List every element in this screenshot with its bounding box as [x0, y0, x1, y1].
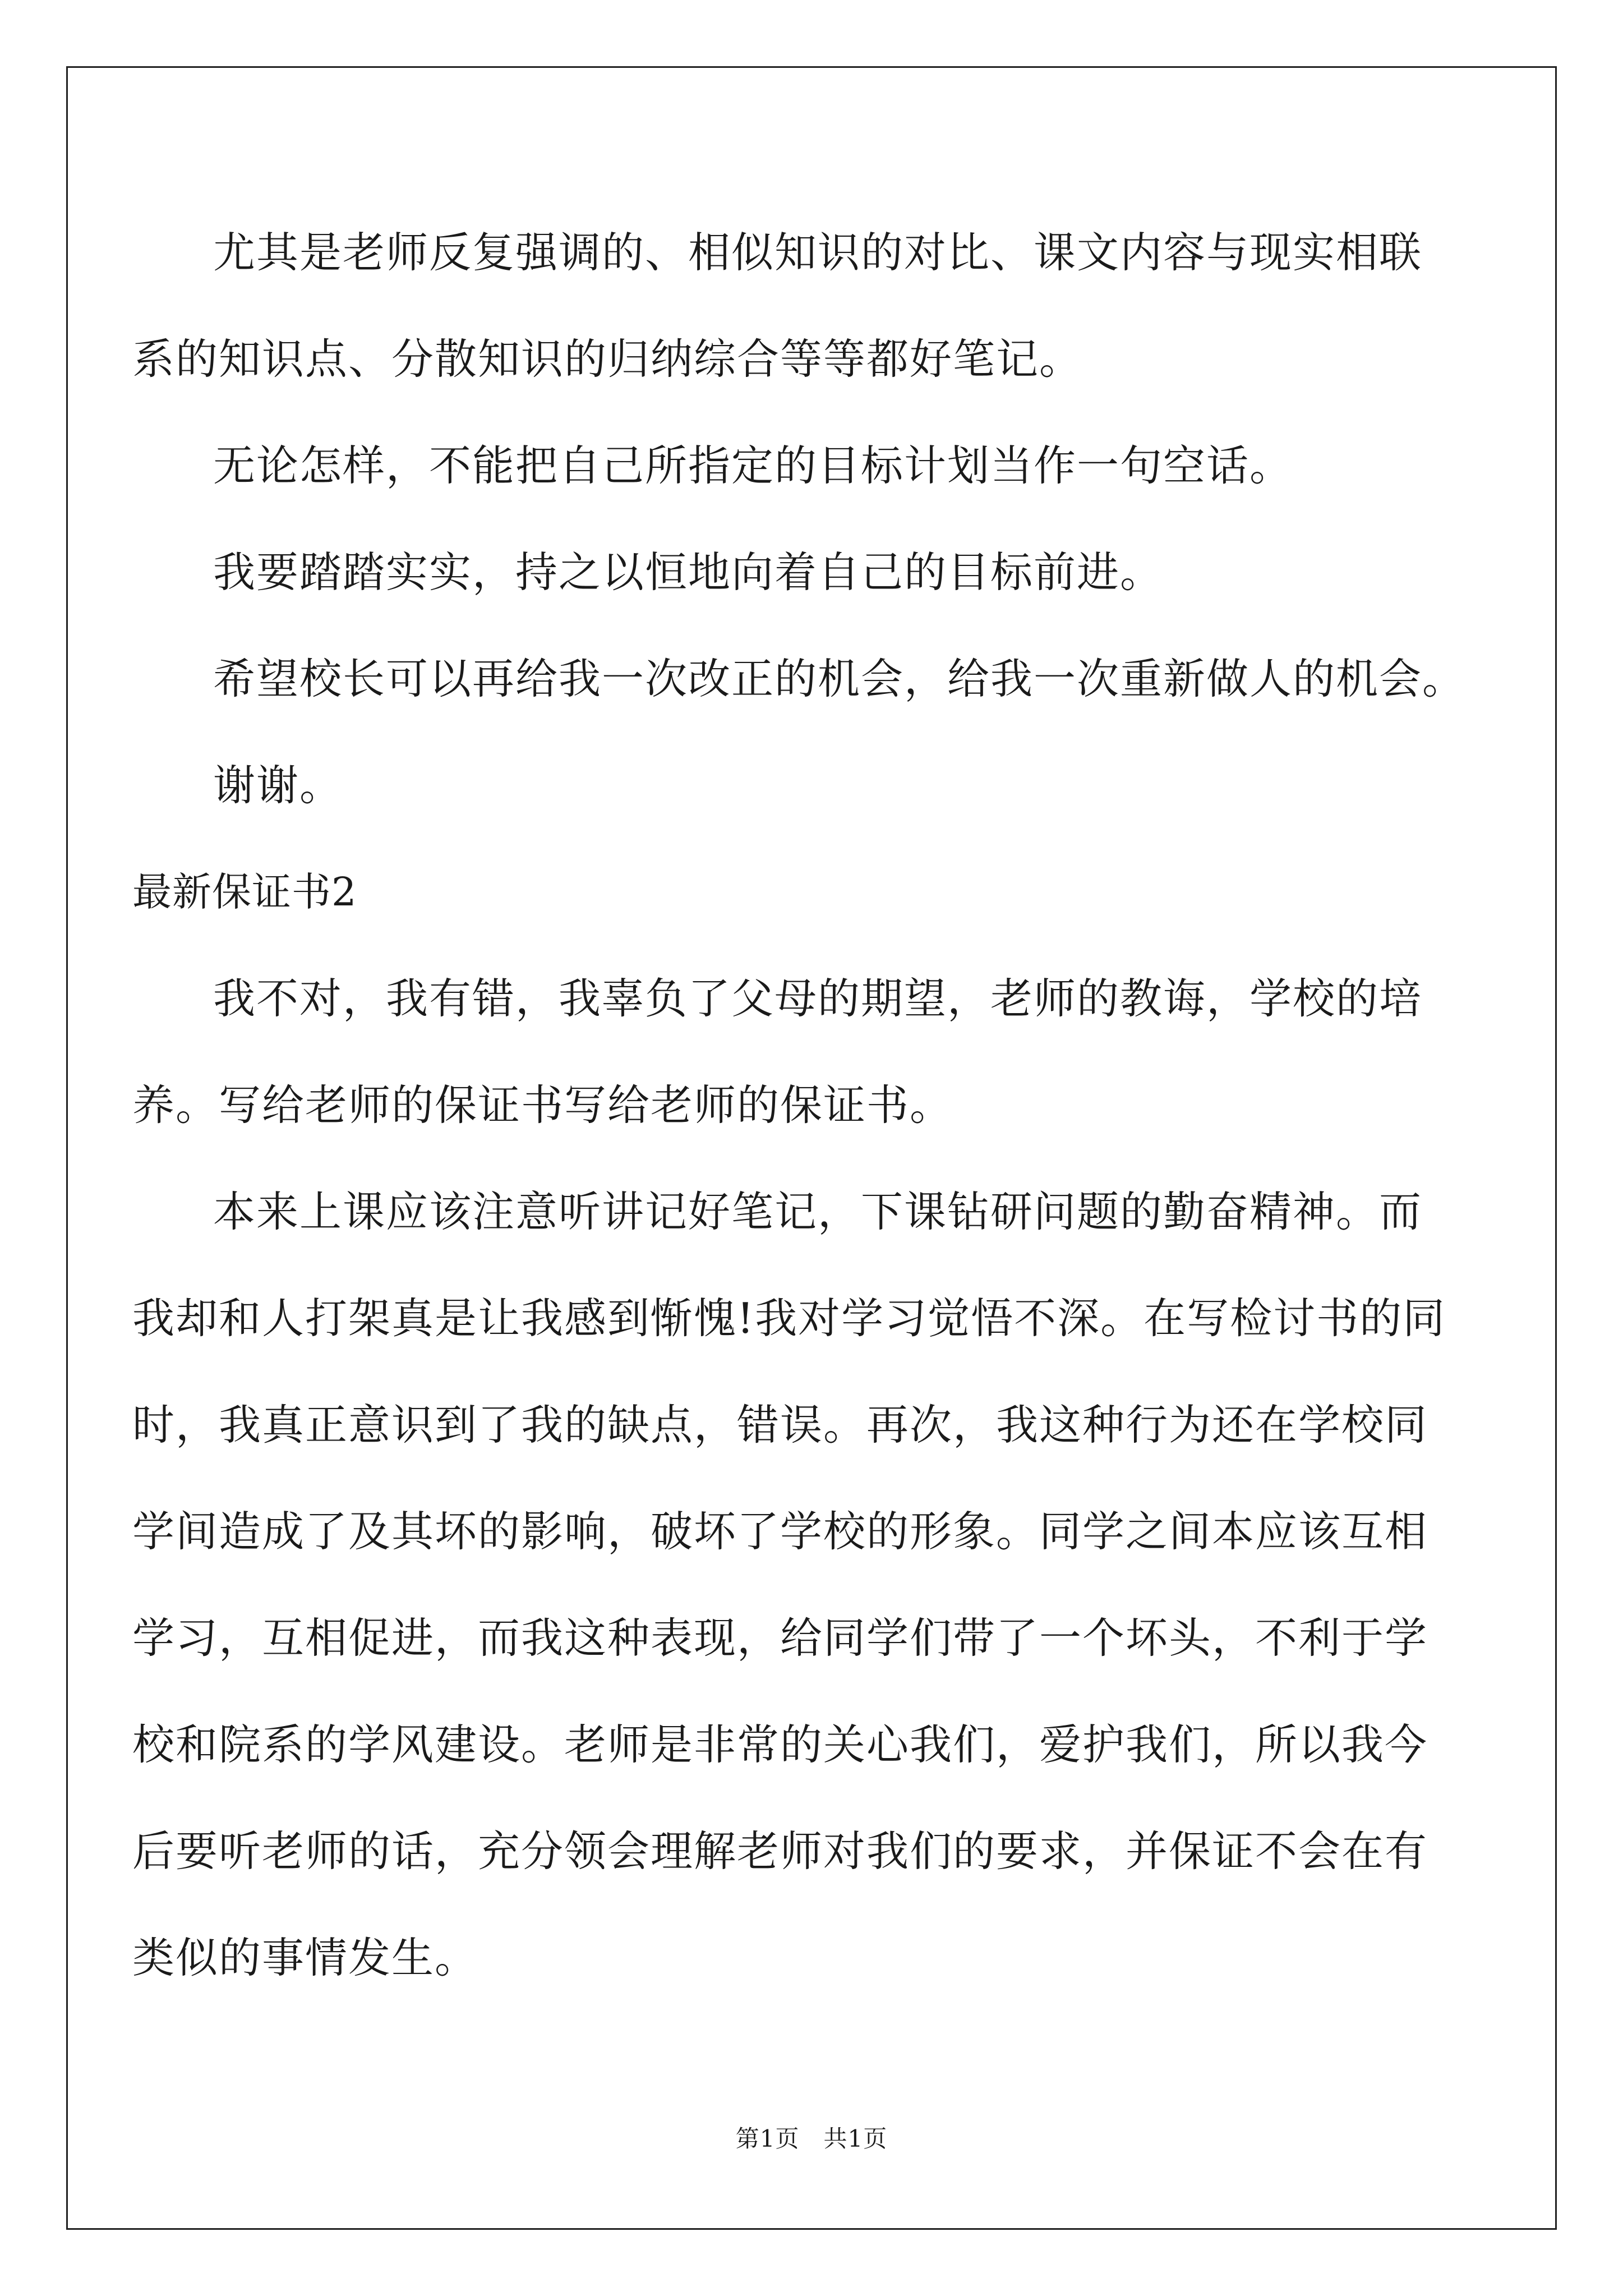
page-border: [66, 66, 1557, 2230]
paragraph-line: 尤其是老师反复强调的、相似知识的对比、课文内容与现实相联: [213, 228, 1423, 277]
paragraph-line: 谢谢。: [213, 761, 343, 810]
paragraph-line: 校和院系的学风建设。老师是非常的关心我们，爱护我们，所以我今: [132, 1720, 1428, 1769]
page-footer: 第1页 共1页: [735, 2125, 888, 2152]
paragraph-line: 我要踏踏实实，持之以恒地向着自己的目标前进。: [213, 547, 1164, 597]
paragraph-line: 学习，互相促进，而我这种表现，给同学们带了一个坏头，不利于学: [132, 1613, 1428, 1663]
paragraph-line: 养。写给老师的保证书写给老师的保证书。: [132, 1080, 953, 1130]
paragraph-line: 类似的事情发生。: [132, 1933, 478, 1982]
paragraph-line: 希望校长可以再给我一次改正的机会，给我一次重新做人的机会。: [213, 654, 1466, 703]
section-heading: 最新保证书2: [132, 869, 357, 915]
paragraph-line: 无论怎样，不能把自己所指定的目标计划当作一句空话。: [213, 441, 1293, 490]
paragraph-line: 我却和人打架真是让我感到惭愧!我对学习觉悟不深。在写检讨书的同: [132, 1294, 1446, 1343]
paragraph-line: 时，我真正意识到了我的缺点，错误。再次，我这种行为还在学校同: [132, 1400, 1428, 1450]
paragraph-line: 后要听老师的话，充分领会理解老师对我们的要求，并保证不会在有: [132, 1826, 1428, 1876]
paragraph-line: 我不对，我有错，我辜负了父母的期望，老师的教诲，学校的培: [213, 974, 1423, 1023]
paragraph-line: 本来上课应该注意听讲记好笔记，下课钻研问题的勤奋精神。而: [213, 1187, 1423, 1236]
paragraph-line: 学间造成了及其坏的影响，破坏了学校的形象。同学之间本应该互相: [132, 1507, 1428, 1556]
paragraph-line: 系的知识点、分散知识的归纳综合等等都好笔记。: [132, 334, 1083, 384]
